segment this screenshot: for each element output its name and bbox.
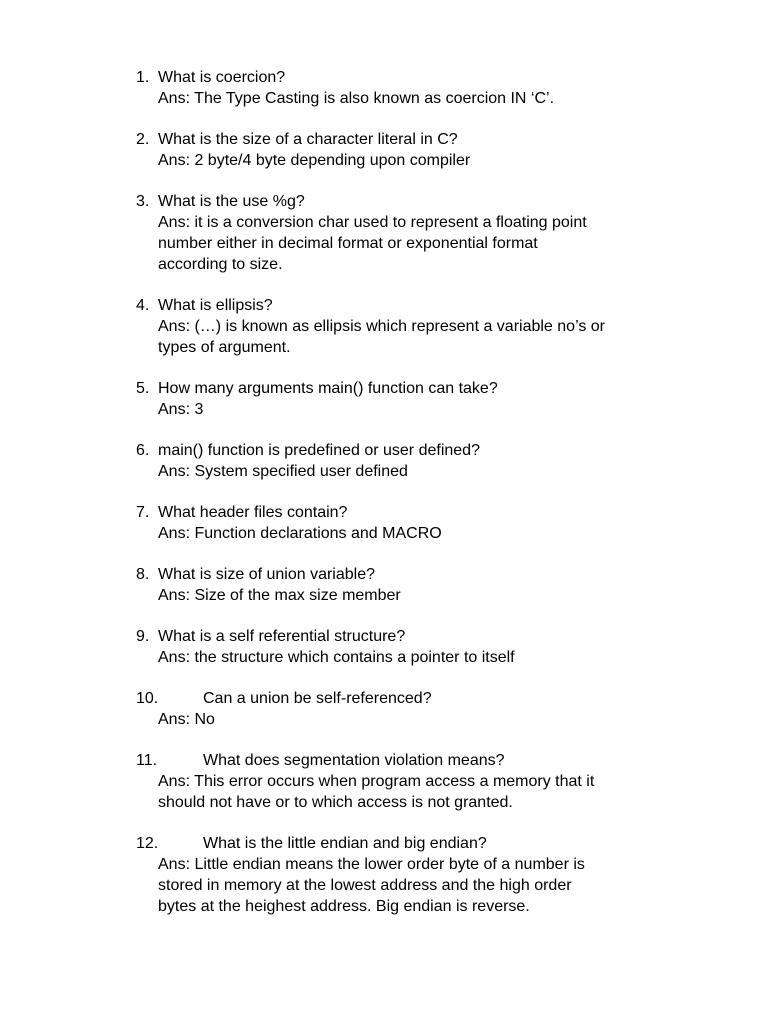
question-number: 12. <box>136 835 159 852</box>
qa-item <box>0 67 768 109</box>
qa-item <box>0 378 768 420</box>
answer-line: Ans: Size of the max size member <box>158 587 401 604</box>
question-text: What is a self referential structure? <box>158 628 406 645</box>
qa-item <box>0 750 768 813</box>
qa-item <box>0 626 768 668</box>
qa-item <box>0 688 768 730</box>
qa-list <box>0 67 768 917</box>
question-text: What is ellipsis? <box>158 297 273 314</box>
question-text: What is the little endian and big endian? <box>203 835 487 852</box>
answer-line: Ans: the structure which contains a pointer to itself <box>158 649 515 666</box>
answer-line: according to size. <box>158 256 283 273</box>
question-text: What is size of union variable? <box>158 566 375 583</box>
qa-item <box>0 191 768 275</box>
answer-line: Ans: Little endian means the lower order byte of a number is <box>158 856 585 873</box>
answer-line: Ans: 2 byte/4 byte depending upon compiler <box>158 152 471 169</box>
answer-line: bytes at the heighest address. Big endian is reverse. <box>158 898 530 915</box>
answer-line: number either in decimal format or exponential format <box>158 235 538 252</box>
answer-line: Ans: it is a conversion char used to represent a floating point <box>158 214 587 231</box>
answer-line: Ans: 3 <box>158 401 204 418</box>
answer-line: Ans: System specified user defined <box>158 463 408 480</box>
question-number: 5. <box>136 380 150 397</box>
question-text: What is coercion? <box>158 69 286 86</box>
question-number: 10. <box>136 690 159 707</box>
question-text: How many arguments main() function can take? <box>158 380 498 397</box>
question-number: 9. <box>136 628 150 645</box>
qa-item <box>0 129 768 171</box>
question-number: 1. <box>136 69 150 86</box>
question-number: 8. <box>136 566 150 583</box>
question-text: What is the size of a character literal in C? <box>158 131 458 148</box>
answer-line: should not have or to which access is not granted. <box>158 794 513 811</box>
qa-item <box>0 440 768 482</box>
qa-item <box>0 833 768 917</box>
answer-line: Ans: (…) is known as ellipsis which represent a variable no’s or <box>158 318 606 335</box>
question-number: 7. <box>136 504 150 521</box>
answer-line: Ans: Function declarations and MACRO <box>158 525 442 542</box>
question-text: What does segmentation violation means? <box>203 752 505 769</box>
qa-item <box>0 502 768 544</box>
qa-item <box>0 564 768 606</box>
qa-item <box>0 295 768 358</box>
question-number: 3. <box>136 193 150 210</box>
question-text: Can a union be self-referenced? <box>203 690 432 707</box>
question-number: 11. <box>136 752 158 769</box>
question-number: 6. <box>136 442 150 459</box>
question-text: What header files contain? <box>158 504 348 521</box>
question-text: What is the use %g? <box>158 193 305 210</box>
answer-line: Ans: No <box>158 711 215 728</box>
question-text: main() function is predefined or user defined? <box>158 442 480 459</box>
question-number: 4. <box>136 297 150 314</box>
question-number: 2. <box>136 131 150 148</box>
answer-line: Ans: The Type Casting is also known as coercion IN ‘C’. <box>158 90 555 107</box>
answer-line: Ans: This error occurs when program access a memory that it <box>158 773 595 790</box>
answer-line: stored in memory at the lowest address and the high order <box>158 877 572 894</box>
answer-line: types of argument. <box>158 339 291 356</box>
